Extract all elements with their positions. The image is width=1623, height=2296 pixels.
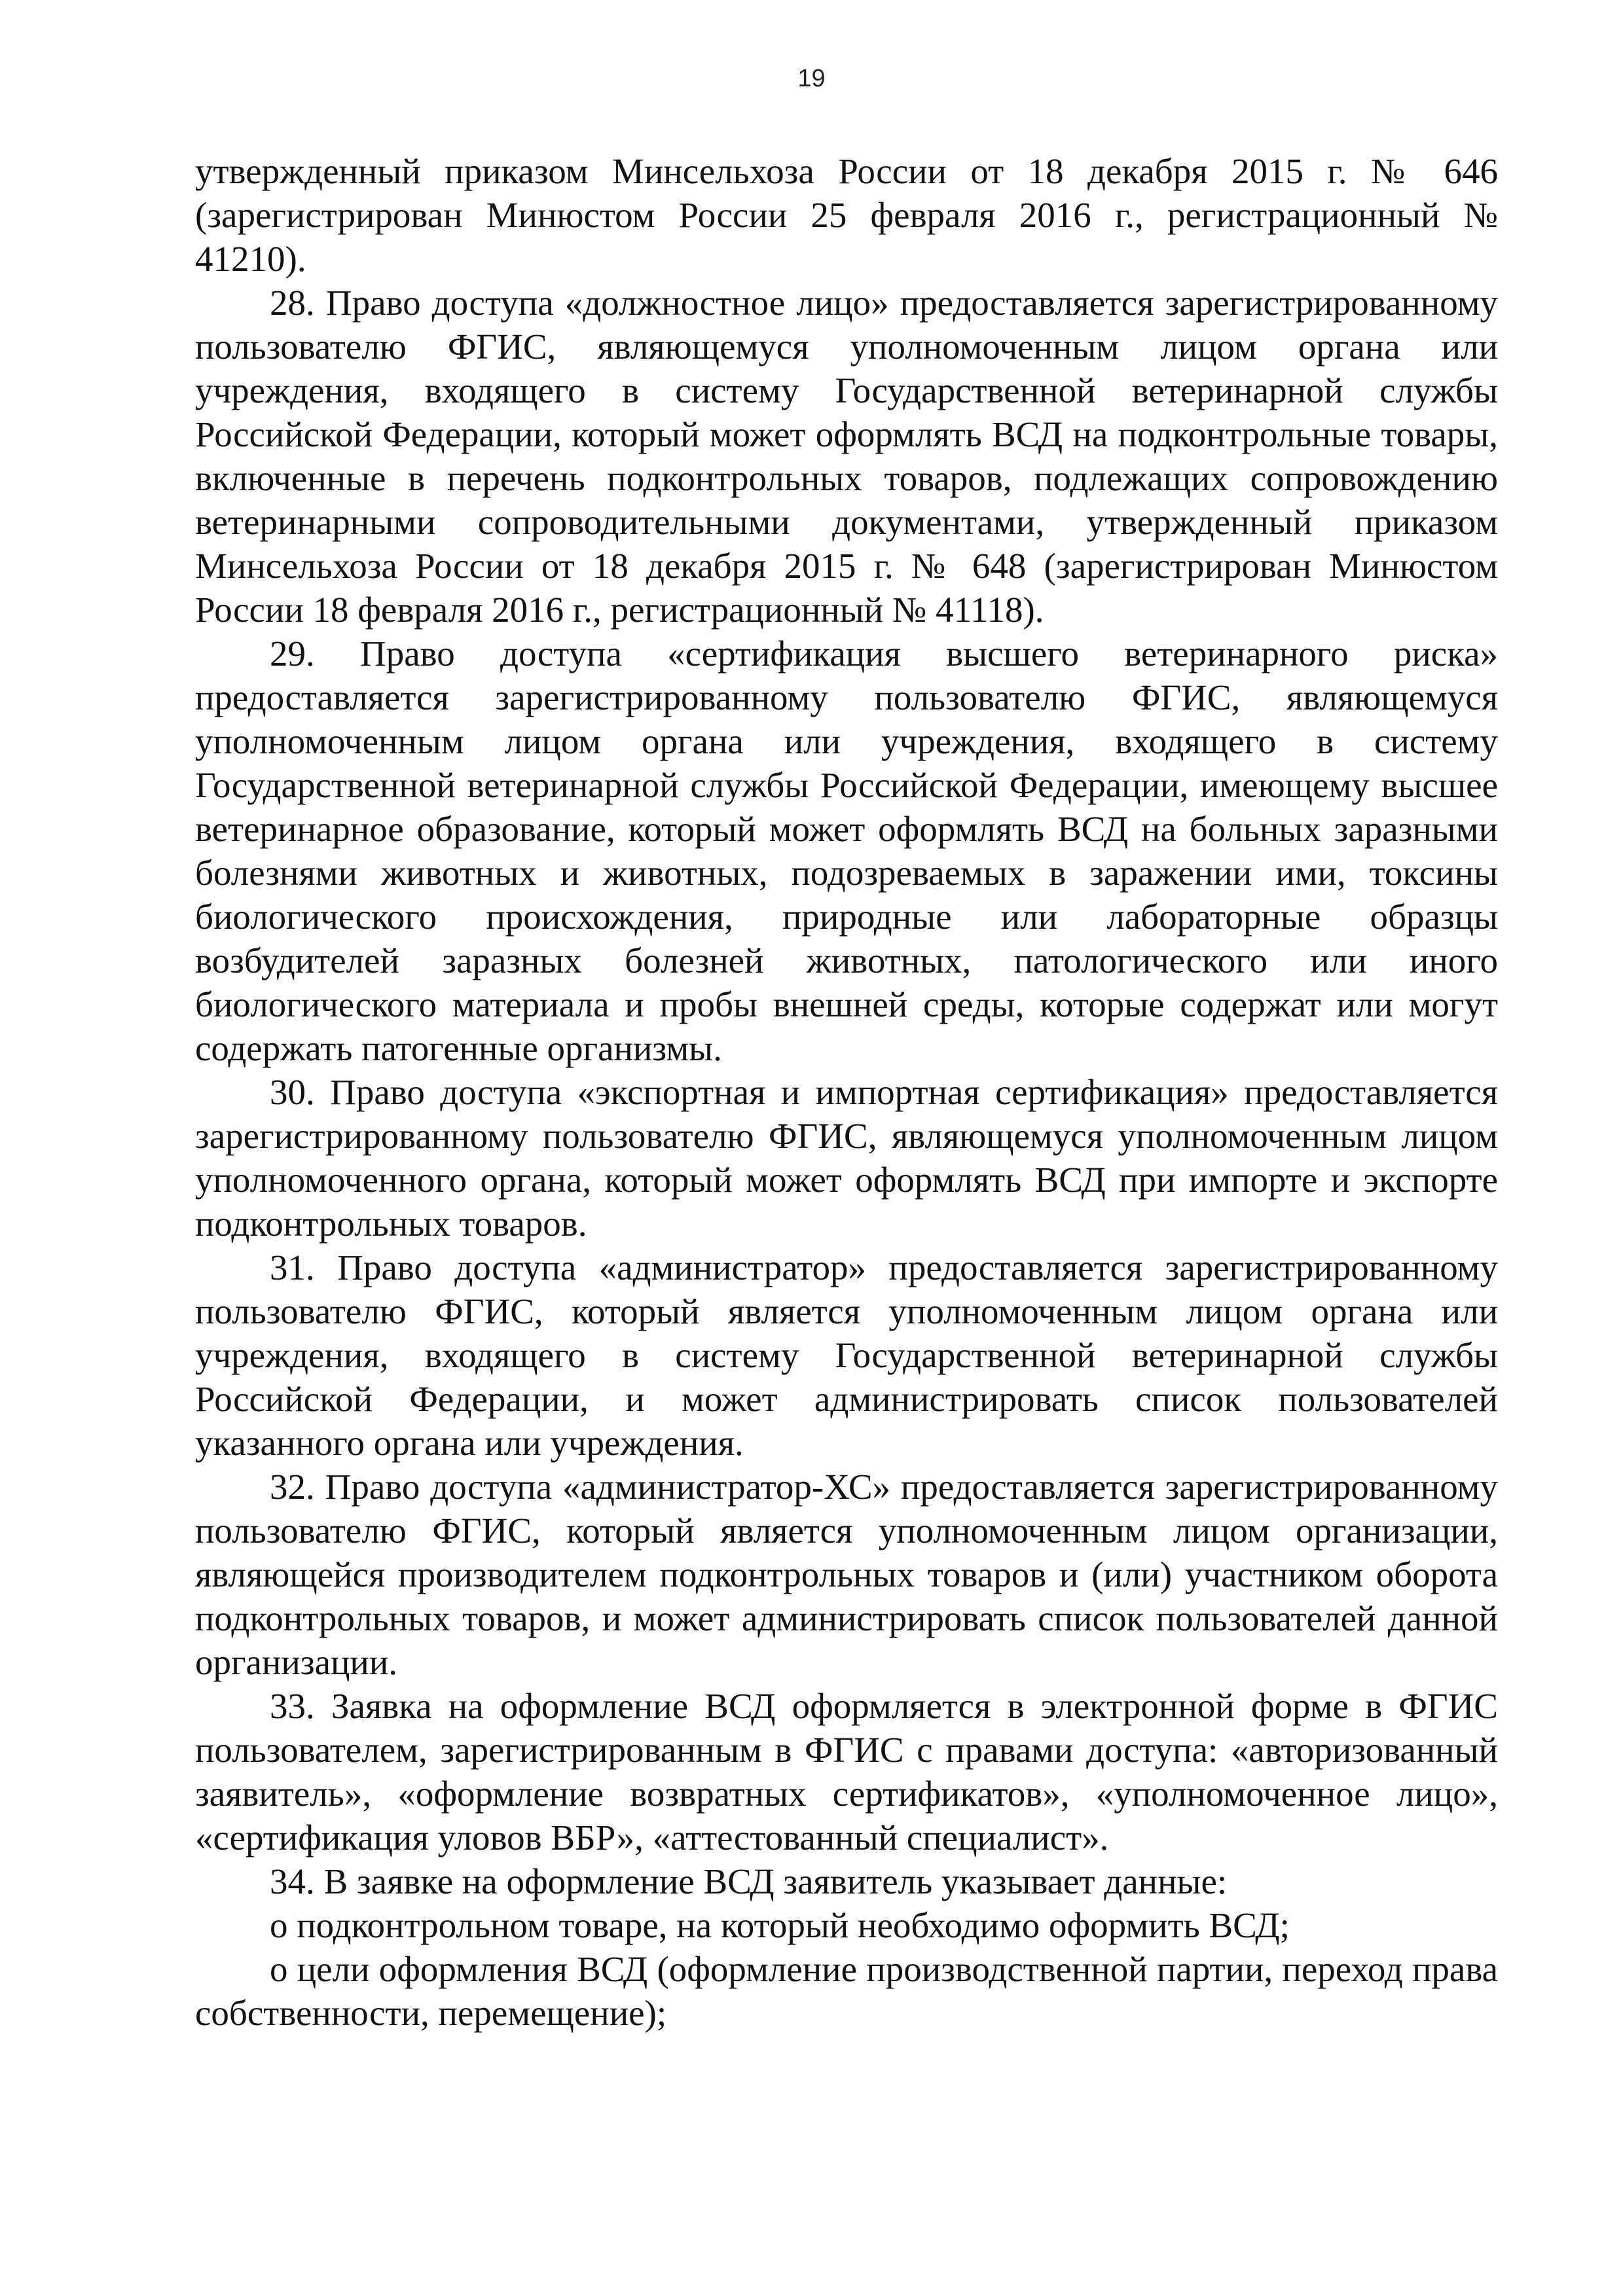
paragraph-30: 30. Право доступа «экспортная и импортная сертификация» предоставляется зарегистрированному пользователю ФГИС, являющемуся уполномоченным лицом уполномоченного органа, который может оформлять ВСД при импорте и экспорте подконтрольных товаров. xyxy=(195,1072,1498,1244)
document-body xyxy=(195,149,1498,2035)
paragraph-34: 34. В заявке на оформление ВСД заявитель указывает данные: xyxy=(270,1861,1228,1901)
paragraph-31: 31. Право доступа «администратор» предоставляется зарегистрированному пользователю ФГИС, который является уполномоченным лицом органа или учреждения, входящего в систему Государственной ветеринарной службы Российской Федерации, и может администрировать список пользователей указанного органа или учреждения. xyxy=(195,1247,1498,1463)
list-item-goods: о подконтрольном товаре, на который необходимо оформить ВСД; xyxy=(270,1905,1290,1945)
page-number: 19 xyxy=(797,65,826,92)
paragraph-28: 28. Право доступа «должностное лицо» предоставляется зарегистрированному пользователю ФГИС, являющемуся уполномоченным лицом органа или учреждения, входящего в систему Государственной ветеринарной службы Российской Федерации, который может оформлять ВСД на подконтрольные товары, включенные в перечень подконтрольных товаров, подлежащих сопровождению ветеринарными сопроводительными документами, утвержденный приказом Минсельхоза России от 18 декабря 2015 г. № 648 (зарегистрирован Минюстом России 18 февраля 2016 г., регистрационный № 41118). xyxy=(195,283,1498,630)
list-item-purpose: о цели оформления ВСД (оформление производственной партии, переход права собственности, перемещение); xyxy=(195,1949,1498,2033)
paragraph-29: 29. Право доступа «сертификация высшего ветеринарного риска» предоставляется зарегистрированному пользователю ФГИС, являющемуся уполномоченным лицом органа или учреждения, входящего в систему Государственной ветеринарной службы Российской Федерации, имеющему высшее ветеринарное образование, который может оформлять ВСД на больных заразными болезнями животных и животных, подозреваемых в заражении ими, токсины биологического происхождения, природные или лабораторные образцы возбудителей заразных болезней животных, патологического или иного биологического материала и пробы внешней среды, которые содержат или могут содержать патогенные организмы. xyxy=(195,634,1498,1068)
paragraph-continuation: утвержденный приказом Минсельхоза России от 18 декабря 2015 г. № 646 (зарегистрирован Минюстом России 25 февраля 2016 г., регистрационный № 41210). xyxy=(195,151,1498,279)
paragraph-33: 33. Заявка на оформление ВСД оформляется в электронной форме в ФГИС пользователем, зарегистрированным в ФГИС с правами доступа: «авторизованный заявитель», «оформление возвратных сертификатов», «уполномоченное лицо», «сертификация уловов ВБР», «аттестованный специалист». xyxy=(195,1686,1498,1857)
paragraph-32: 32. Право доступа «администратор-ХС» предоставляется зарегистрированному пользователю ФГИС, который является уполномоченным лицом организации, являющейся производителем подконтрольных товаров и (или) участником оборота подконтрольных товаров, и может администрировать список пользователей данной организации. xyxy=(195,1467,1498,1682)
